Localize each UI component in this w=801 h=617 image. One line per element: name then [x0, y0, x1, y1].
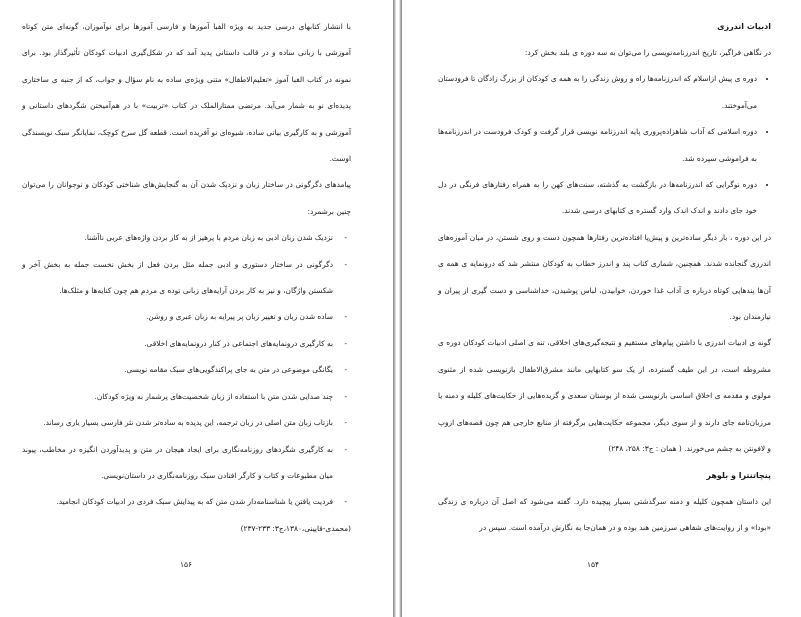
right-page: [402, 0, 801, 617]
right-paragraph-3: این داستان همچون کلیله و دمنه سرگذشتی بسیار پیچیده دارد. گفته می‌شود که اصل آن درباره ی زندگی «بودا» و از روایت‌های شفاهی سرزمین هند بوده و در همان‌جا به نگارش درآمده است. سپس در: [438, 496, 771, 532]
left-page: [0, 0, 393, 617]
list-item: - نزدیک شدن زبان ادبی به زبان مردم با پرهیز از به کار بردن واژه‌های عربی ناآشنا.: [22, 225, 333, 251]
list-item: - یگانگی موضوعی در متن به جای پراکندگویی‌های سبک مقامه نویسی.: [22, 357, 333, 383]
right-paragraph-2: [438, 330, 771, 462]
list-item: • دوره ی پیش ازاسلام که اندرزنامه‌ها راه و روش زندگی را به همه ی کودکان از بزرگ زادگان تا فرودستان می‌آموختند.: [438, 66, 757, 119]
right-paragraph-2-text: گونه ی ادبیات اندرزی با داشتن پیام‌های مستقیم و نتیجه‌گیری‌های اخلاقی، تنه ی اصلی ادبیات کودکان دوره ی مشروطه است، در این طیف گسترده، از یک سو کتابهایی مانند مشرق‌الاطفال بازنویسی شده از مثنوی مولوی و مقدمه ی اخلاق اساسی بازنویسی شده از بوستان سعدی و گزیده‌هایی از حکایت‌های کلیله و دمنه یا مرزبان‌نامه جای دارند و از سوی دیگر، مجموعه حکایت‌هایی برگرفته از منابع خارجی هم چون قصه‌های ازوپ و لافونتن به چشم می‌خورند.: [438, 338, 771, 454]
section-heading-2: پنچاتنترا و بلوهر: [706, 470, 771, 480]
list-item: - فردیت یافتن یا شناسنامه‌دار شدن متن که به پیدایش سبک فردی در ادبیات کودکان انجامید.: [22, 489, 333, 515]
right-page-number: ۱۵۴: [587, 560, 600, 569]
right-intro-paragraph: در نگاهی فراگیر، تاریخ اندرزنامه‌نویسی را می‌توان به سه دوره ی بلند بخش کرد:: [524, 48, 771, 57]
periods-list: [438, 66, 771, 224]
list-item: - چند صدایی شدن متن با استفاده از زبان شخصیت‌های پرشمار به ویژه کودکان.: [22, 384, 333, 410]
left-page-number: ۱۵۶: [180, 560, 193, 569]
list-item: - به کارگیری شگردهای روزنامه‌نگاری برای ایجاد هیجان در متن و پدیدآوردن انگیزه در مخاطب، پیوند میان مطبوعات و کتاب و کارگر افتادن سبک روزنامه‌نگاری در داستان‌نویسی.: [22, 437, 333, 490]
list-item: • دوره نوگرایی که اندرزنامه‌ها در بازگشت به گذشته، سنت‌های کهن را به همراه رفتارهای فرنگی در دل خود جای دادند و اندک اندک وارد گستره ی کتابهای درسی شدند.: [438, 172, 757, 225]
left-intro-paragraph: با انتشار کتابهای درسی جدید به ویژه الفبا آموزها و فارسی آموزها برای نوآموزان، گونه‌ای متن کوتاه آموزشی با زبانی ساده و در قالب داستانی پدید آمد که در شکل‌گیری ادبیات کودکان تأثیرگذار بود. برای نمونه در کتاب الفبا آموز «تعلیم‌الاطفال» متنی ویژه‌ی ساده به نام سؤال و جواب، که از جنبه ی ساختاری پدیده‌ای نو به شمار می‌آید. مرتضی ممتازالملک در کتاب «تربیت» با در هم‌آمیختن شگردهای داستانی و آموزشی و به کارگیری بیانی ساده، شیوه‌ای نو آفریده است. قطعه گل سرخ کوچک، نمایانگر سبک نویسندگی اوست.: [22, 22, 351, 164]
changes-intro-paragraph: پیامدهای دگرگونی در ساختار زبان و نزدیک شدن آن به گنجایش‌های شناختی کودکان و نوجوانان را می‌توان چنین برشمرد:: [22, 180, 351, 216]
list-item: - ساده شدن زبان و تغییر زبان پر پیرایه به زبان عبری و روشن.: [22, 304, 333, 330]
changes-list: [22, 225, 351, 515]
right-paragraph-1: در این دوره ، بار دیگر ساده‌ترین و پیش‌پا افتاده‌ترین رفتارها همچون دست و روی شستن، در میان آموزه‌های اندرزی گنجانده شدند. همچنین، شماری کتاب پند و اندرز خطاب به کودکان منتشر شد که درونمایه ی همه ی آن‌ها پندهایی کوتاه درباره ی آداب غذا خوردن، خوابیدن، لباس پوشیدن، خداشناسی و دست گیری از پیران و نیازمندان بود.: [438, 232, 771, 322]
list-item: - بازتاب زبان متن اصلی در زبان ترجمه، این پدیده به ساده‌تر شدن نثر فارسی بسیار یاری رساند.: [22, 410, 333, 436]
list-item: • دوره اسلامی که آداب شاهزاده‌پروری پایه اندرزنامه نویسی قرار گرفت و کودک فرودست در اندرزنامه‌ها به فراموشی سپرده شد.: [438, 119, 757, 172]
right-paragraph-2-citation: ( همان : ج۳: ۲۵۸، ۲۴۸): [608, 444, 682, 454]
section-heading: ادبیات اندرزی: [717, 22, 771, 31]
book-gutter: [393, 0, 402, 617]
list-item: - دگرگونی در ساختار دستوری و ادبی جمله مثل بردن فعل از بخش نخست جمله به بخش آخر و شکستن واژگان، و نیز به کار بردن آرایه‌های زبانی توده ی مردم هم چون کنایه‌ها و مثلک‌ها.: [22, 252, 333, 305]
left-citation: (محمدی-قایینی،۱۳۸۰،ج۳: ۲۳۳-۲۳۷): [240, 523, 351, 533]
list-item: - به کارگیری درونمایه‌های اجتماعی در کنار درونمایه‌های اخلاقی.: [22, 331, 333, 357]
